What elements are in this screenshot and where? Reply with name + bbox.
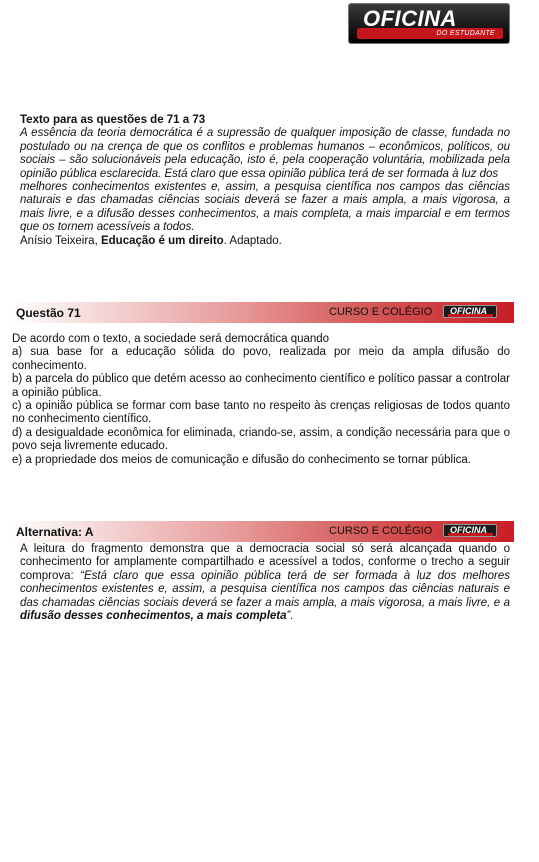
logo-word: OFICINA bbox=[363, 6, 457, 31]
option-a: a) sua base for a educação sólida do povo, realizada por meio da ampla difusão do conhecimento. bbox=[12, 346, 510, 372]
question-number: Questão 71 bbox=[16, 306, 81, 320]
answer-header-bar bbox=[11, 521, 514, 542]
answer-lead: A leitura do fragmento demonstra que a democracia social só será alcançada quando o conhecimento for amplamente compartilhado e acessível a todos, conforme o trecho a seguir comprova: bbox=[20, 543, 510, 582]
option-e: e) a propriedade dos meios de comunicação e difusão do conhecimento se tornar pública. bbox=[12, 453, 472, 466]
question-header-bar bbox=[11, 302, 514, 323]
question-bar-brand: CURSO E COLÉGIO bbox=[329, 306, 433, 318]
answer-quote-end: ”. bbox=[286, 610, 294, 623]
attribution-tail: . Adaptado. bbox=[223, 234, 282, 247]
option-d: d) a desigualdade econômica for eliminada, criando-se, assim, a condição necessária para que o povo seja livremente educado. bbox=[12, 426, 510, 453]
mini-logo-word: OFICINA bbox=[450, 525, 487, 535]
logo-subtitle: DO ESTUDANTE bbox=[436, 30, 495, 37]
answer-bar-mini-logo bbox=[443, 524, 497, 537]
answer-quote-bold: difusão desses conhecimentos, a mais completa bbox=[20, 610, 287, 623]
attribution-work: Educação é um direito bbox=[100, 234, 224, 247]
answer-quote: “Está claro que essa opinião pública terá de ser formada à luz dos melhores conhecimentos existentes e, assim, a pesquisa científica nos campos das ciências naturais e das chamadas ciências sociais deverá se fazer a mais ampla, a mais vigorosa, a mais livre, e a bbox=[20, 569, 510, 609]
oficina-logo bbox=[348, 3, 510, 44]
intro-paragraph-part-a: A essência da teoria democrática é a supressão de qualquer imposição de classe, fundada no postulado ou na crença de que os conflitos e problemas humanos – econômicos, políticos, ou sociais – são solucionáveis pela educação, isto é, pela cooperação voluntária, mobilizada pela opinião pública esclarecida. Está claro que essa opinião pública terá de ser formada à luz dos bbox=[20, 127, 510, 180]
intro-paragraph-part-b: melhores conhecimentos existentes e, assim, a pesquisa científica nos campos das ciências naturais e das chamadas ciências sociais deverá se fazer a mais ampla, a mais vigorosa, a mais livre, e a difusão desses conhecimentos, a mais completa, a mais imparcial e em termos que os tornem acessíveis a todos. bbox=[20, 181, 510, 234]
question-stem: De acordo com o texto, a sociedade será democrática quando bbox=[12, 333, 330, 345]
answer-explanation bbox=[20, 543, 510, 623]
answer-bar-brand: CURSO E COLÉGIO bbox=[329, 525, 433, 537]
question-bar-mini-logo bbox=[443, 305, 497, 318]
mini-logo-word: OFICINA bbox=[450, 306, 487, 316]
intro-attribution bbox=[20, 235, 510, 248]
option-b: b) a parcela do público que detém acesso ao conhecimento científico e político passar a controlar a opinião pública. bbox=[12, 373, 510, 399]
option-c: c) a opinião pública se formar com base tanto no respeito às crenças religiosas de todos quanto no conhecimento científico. bbox=[12, 400, 510, 426]
intro-text-block bbox=[20, 114, 510, 248]
intro-paragraph bbox=[20, 127, 510, 234]
answer-label: Alternativa: A bbox=[16, 525, 94, 539]
attribution-author: Anísio Teixeira, bbox=[20, 234, 101, 247]
intro-title: Texto para as questões de 71 a 73 bbox=[20, 114, 206, 126]
question-block bbox=[12, 333, 510, 467]
